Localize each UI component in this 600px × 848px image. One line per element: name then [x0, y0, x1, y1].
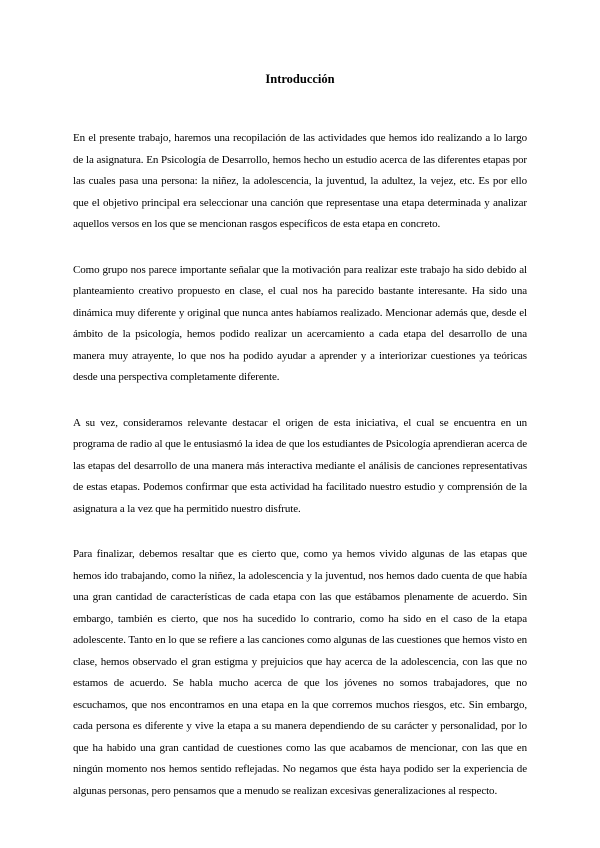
paragraph-3: A su vez, consideramos relevante destacar el origen de esta iniciativa, el cual se encuentra en un programa de radio al que le entusiasmó la idea de que los estudiantes de Psicología aprendieran acerca de las etapas del desarrollo de una manera más interactiva mediante el análisis de canciones representativas de estas etapas. Podemos confirmar que esta actividad ha facilitado nuestro estudio y comprensión de la asignatura a la vez que ha permitido nuestro disfrute.	[73, 416, 527, 515]
paragraph-4: Para finalizar, debemos resaltar que es cierto que, como ya hemos vivido algunas de las etapas que hemos ido trabajando, como la niñez, la adolescencia y la juventud, nos hemos dado cuenta de que había una gran cantidad de características de cada etapa con las que estábamos plenamente de acuerdo. Sin embargo, también es cierto, que nos ha sucedido lo contrario, como ha sido en el caso de la etapa adolescente. Tanto en lo que se refiere a las canciones como algunas de las cuestiones que hemos visto en clase, hemos observado el gran estigma y prejuicios que hay acerca de la adolescencia, con las que no estamos de acuerdo. Se habla mucho acerca de que los jóvenes no somos trabajadores, que no escuchamos, que nos encontramos en una etapa en la que corremos muchos riesgos, etc. Sin embargo, cada persona es diferente y vive la etapa a su manera dependiendo de su carácter y personalidad, por lo que ha habido una gran cantidad de cuestiones como las que acabamos de mencionar, con las que en ningún momento nos hemos sentido reflejadas. No negamos que ésta haya podido ser la experiencia de algunas personas, pero pensamos que a menudo se realizan excesivas generalizaciones al respecto.	[73, 548, 527, 797]
paragraph-1: En el presente trabajo, haremos una recopilación de las actividades que hemos ido realizando a lo largo de la asignatura. En Psicología de Desarrollo, hemos hecho un estudio acerca de las diferentes etapas por las cuales pasa una persona: la niñez, la adolescencia, la juventud, la adultez, la vejez, etc. Es por ello que el objetivo principal era seleccionar una canción que representase una etapa determinada y analizar aquellos versos en los que se mencionan rasgos específicos de esta etapa en concreto.	[73, 132, 527, 230]
page-title: Introducción	[265, 72, 335, 86]
paragraph-2: Como grupo nos parece importante señalar que la motivación para realizar este trabajo ha sido debido al planteamiento creativo propuesto en clase, el cual nos ha parecido bastante interesante. Ha sido una dinámica muy diferente y original que nunca antes habíamos realizado. Mencionar además que, desde el ámbito de la psicología, hemos podido realizar un acercamiento a cada etapa del desarrollo de una manera muy atrayente, lo que nos ha podido ayudar a aprender y a interiorizar cuestiones ya teóricas desde una perspectiva completamente diferente.	[73, 263, 527, 383]
document-body	[73, 128, 527, 826]
